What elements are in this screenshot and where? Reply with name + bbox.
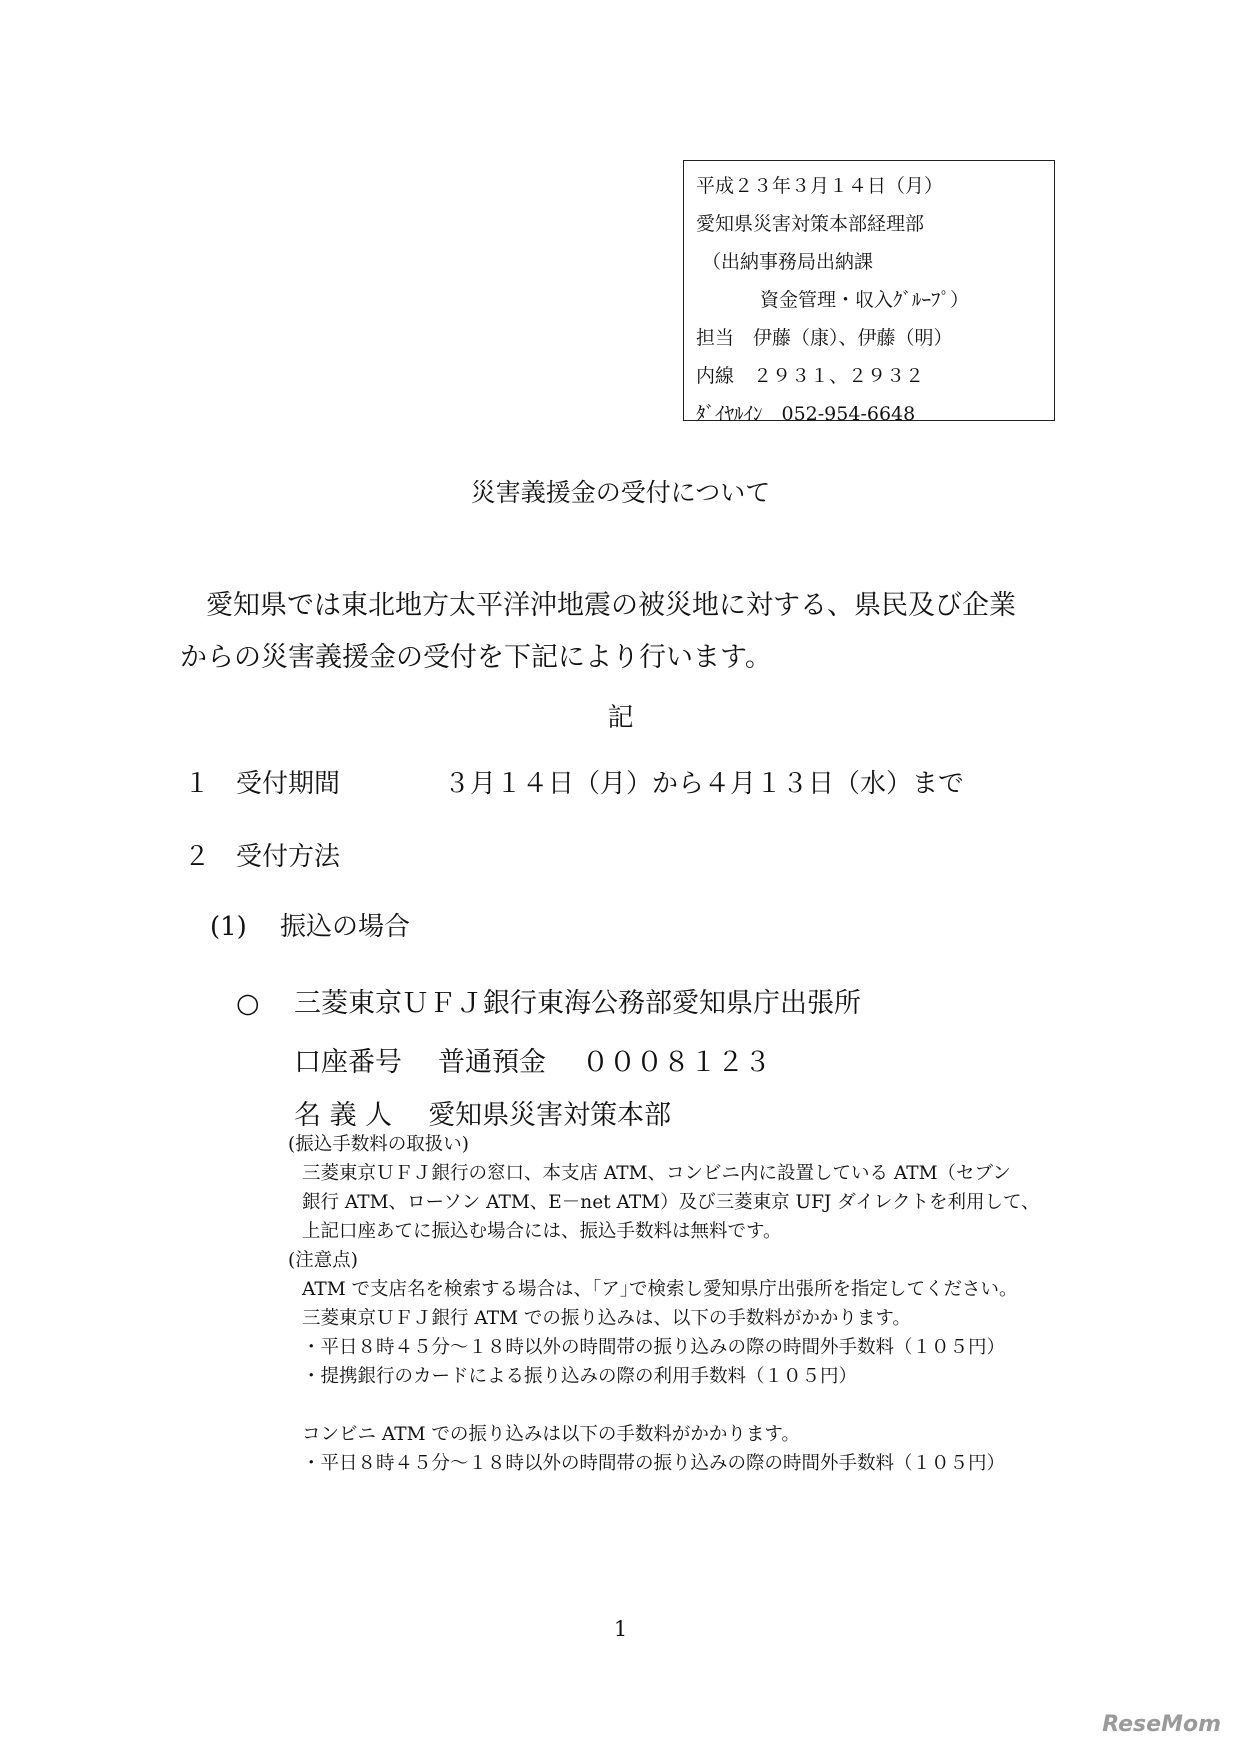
contact-dept: 愛知県災害対策本部経理部 (696, 213, 925, 235)
holder-name: 愛知県災害対策本部 (428, 1100, 672, 1131)
holder-label: 名 義 人 (294, 1100, 393, 1131)
section-number: １ (184, 769, 211, 799)
fee-heading: (振込手数料の取扱い) (288, 1134, 469, 1155)
caution-line: 三菱東京ＵＦＪ銀行 ATM での振り込みは、以下の手数料がかかります。 (302, 1308, 911, 1329)
bank-name: 三菱東京ＵＦＪ銀行東海公務部愛知県庁出張所 (294, 988, 861, 1019)
contact-date: 平成２３年３月１４日（月） (696, 175, 944, 197)
period-value: ３月１４日（月）から４月１３日（水）まで (444, 769, 965, 799)
account-line (294, 1040, 771, 1079)
contact-box (683, 160, 1055, 425)
caution-heading: (注意点) (288, 1250, 358, 1271)
contact-subdept: （出納事務局出納課 (702, 251, 874, 273)
account-number: ０００８１２３ (582, 1047, 771, 1078)
section-label: 受付期間 (236, 769, 341, 799)
caution-line: ・平日８時４５分～１８時以外の時間帯の振り込みの際の時間外手数料（１０５円） (302, 1337, 1006, 1358)
fee-line: 三菱東京ＵＦＪ銀行の窓口、本支店 ATM、コンビニ内に設置している ATM（セブン (302, 1163, 1011, 1184)
section-label: 受付方法 (236, 842, 341, 872)
page-number: 1 (613, 1617, 628, 1641)
fee-line: 銀行 ATM、ローソン ATM、E－net ATM）及び三菱東京 UFJ ダイレクトを利用して、 (302, 1192, 1040, 1213)
section-period (184, 763, 965, 800)
account-type: 普通預金 (438, 1047, 546, 1078)
resemom-watermark-logo: ReseMom (1102, 1712, 1221, 1737)
contact-group: 資金管理・収入ｸﾞﾙｰﾌﾟ） (760, 289, 970, 311)
intro-line: からの災害義援金の受付を下記により行います。 (180, 642, 772, 673)
caution-line: ・提携銀行のカードによる振り込みの際の利用手数料（１０５円） (302, 1366, 858, 1387)
notes-block (288, 1130, 1092, 1478)
caution-line: ・平日８時４５分～１８時以外の時間帯の振り込みの際の時間外手数料（１０５円） (302, 1453, 1006, 1474)
subsection-transfer (210, 906, 410, 943)
caution-line: コンビニ ATM での振り込みは以下の手数料がかかります。 (302, 1424, 800, 1445)
bank-name-line (236, 981, 861, 1020)
contact-extension: 内線 ２９３１、２９３２ (696, 365, 925, 387)
contact-dial: ﾀﾞｲﾔﾙｲﾝ 052-954-6648 (696, 403, 916, 425)
section-method (184, 836, 340, 873)
document-title: 災害義援金の受付について (470, 478, 771, 507)
intro-paragraph (180, 580, 1100, 684)
contact-person: 担当 伊藤（康）、伊藤（明） (696, 327, 953, 349)
section-number: ２ (184, 842, 211, 872)
circle-bullet-icon: ○ (236, 988, 260, 1019)
fee-line: 上記口座あてに振込む場合には、振込手数料は無料です。 (302, 1221, 782, 1242)
intro-line: 愛知県では東北地方太平洋沖地震の被災地に対する、県民及び企業 (206, 590, 1016, 621)
ki-heading: 記 (607, 703, 634, 733)
subsection-number: (1) (210, 912, 247, 942)
caution-line: ATM で支店名を検索する場合は、｢ア｣で検索し愛知県庁出張所を指定してください。 (302, 1279, 1018, 1300)
account-label: 口座番号 (294, 1047, 402, 1078)
holder-line (294, 1093, 671, 1132)
subsection-label: 振込の場合 (280, 912, 411, 942)
